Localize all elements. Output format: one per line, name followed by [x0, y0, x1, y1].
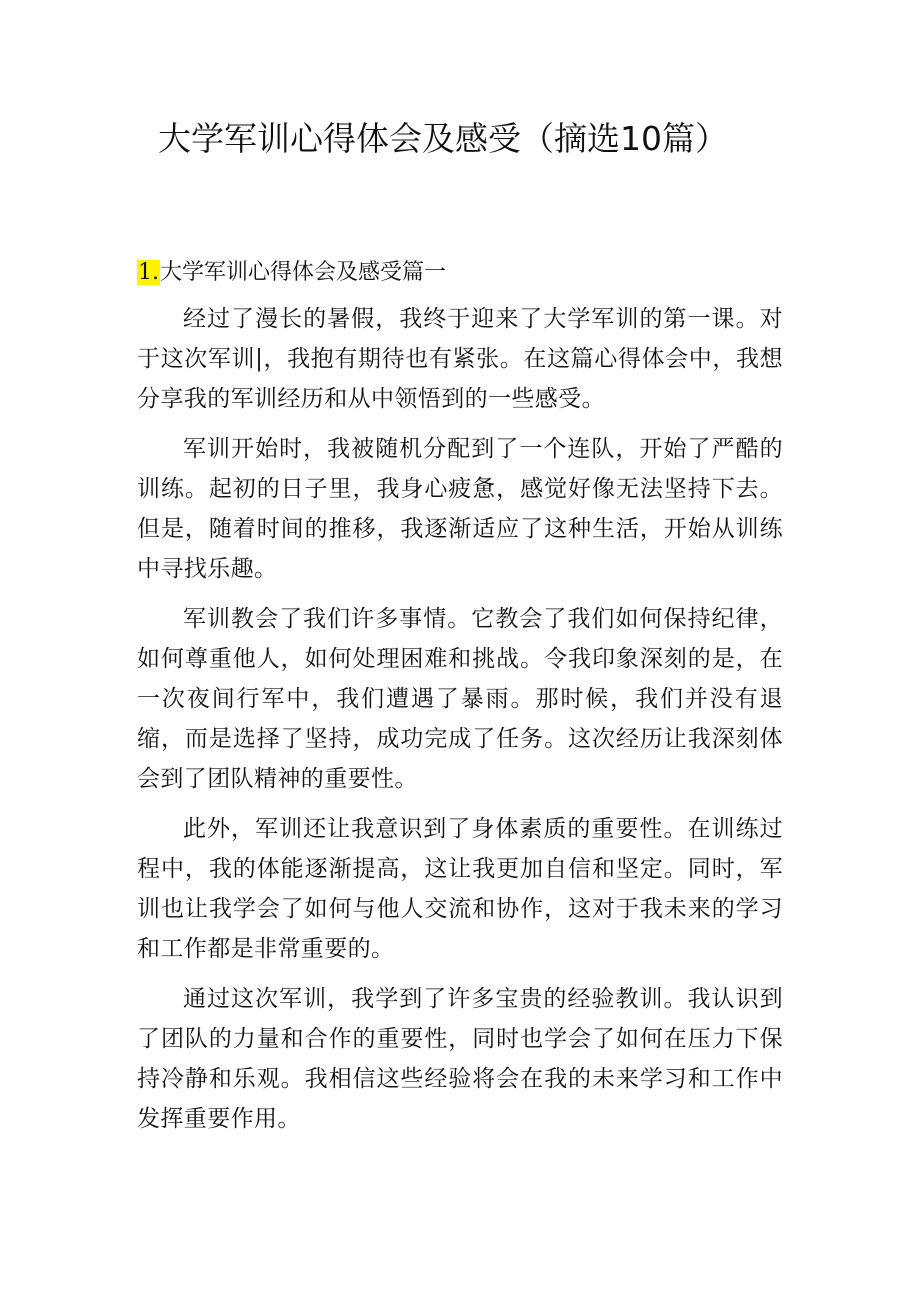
section-heading — [137, 254, 446, 292]
section-heading-text: 大学军训心得体会及感受篇一 — [160, 260, 447, 285]
document-body — [137, 299, 783, 1149]
paragraph-2: 军训开始时，我被随机分配到了一个连队，开始了严酷的训练。起初的日子里，我身心疲惫，感觉好像无法坚持下去。但是，随着时间的推移，我逐渐适应了这种生活，开始从训练中寻找乐趣。 — [137, 436, 783, 582]
paragraph-4: 此外，军训还让我意识到了身体素质的重要性。在训练过程中，我的体能逐渐提高，这让我更加自信和坚定。同时，军训也让我学会了如何与他人交流和协作，这对于我未来的学习和工作都是非常重要的。 — [137, 816, 783, 962]
section-number-highlight: 1. — [138, 260, 159, 285]
paragraph-5: 通过这次军训，我学到了许多宝贵的经验教训。我认识到了团队的力量和合作的重要性，同时也学会了如何在压力下保持冷静和乐观。我相信这些经验将会在我的未来学习和工作中发挥重要作用。 — [137, 986, 783, 1132]
document-title: 大学军训心得体会及感受（摘选10篇） — [158, 119, 728, 158]
paragraph-1: 经过了漫长的暑假，我终于迎来了大学军训的第一课。对于这次军训|，我抱有期待也有紧张。在这篇心得体会中，我想分享我的军训经历和从中领悟到的一些感受。 — [137, 306, 783, 412]
paragraph-3: 军训教会了我们许多事情。它教会了我们如何保持纪律，如何尊重他人，如何处理困难和挑战。令我印象深刻的是，在一次夜间行军中，我们遭遇了暴雨。那时候，我们并没有退缩，而是选择了坚持，成功完成了任务。这次经历让我深刻体会到了团队精神的重要性。 — [137, 606, 783, 792]
